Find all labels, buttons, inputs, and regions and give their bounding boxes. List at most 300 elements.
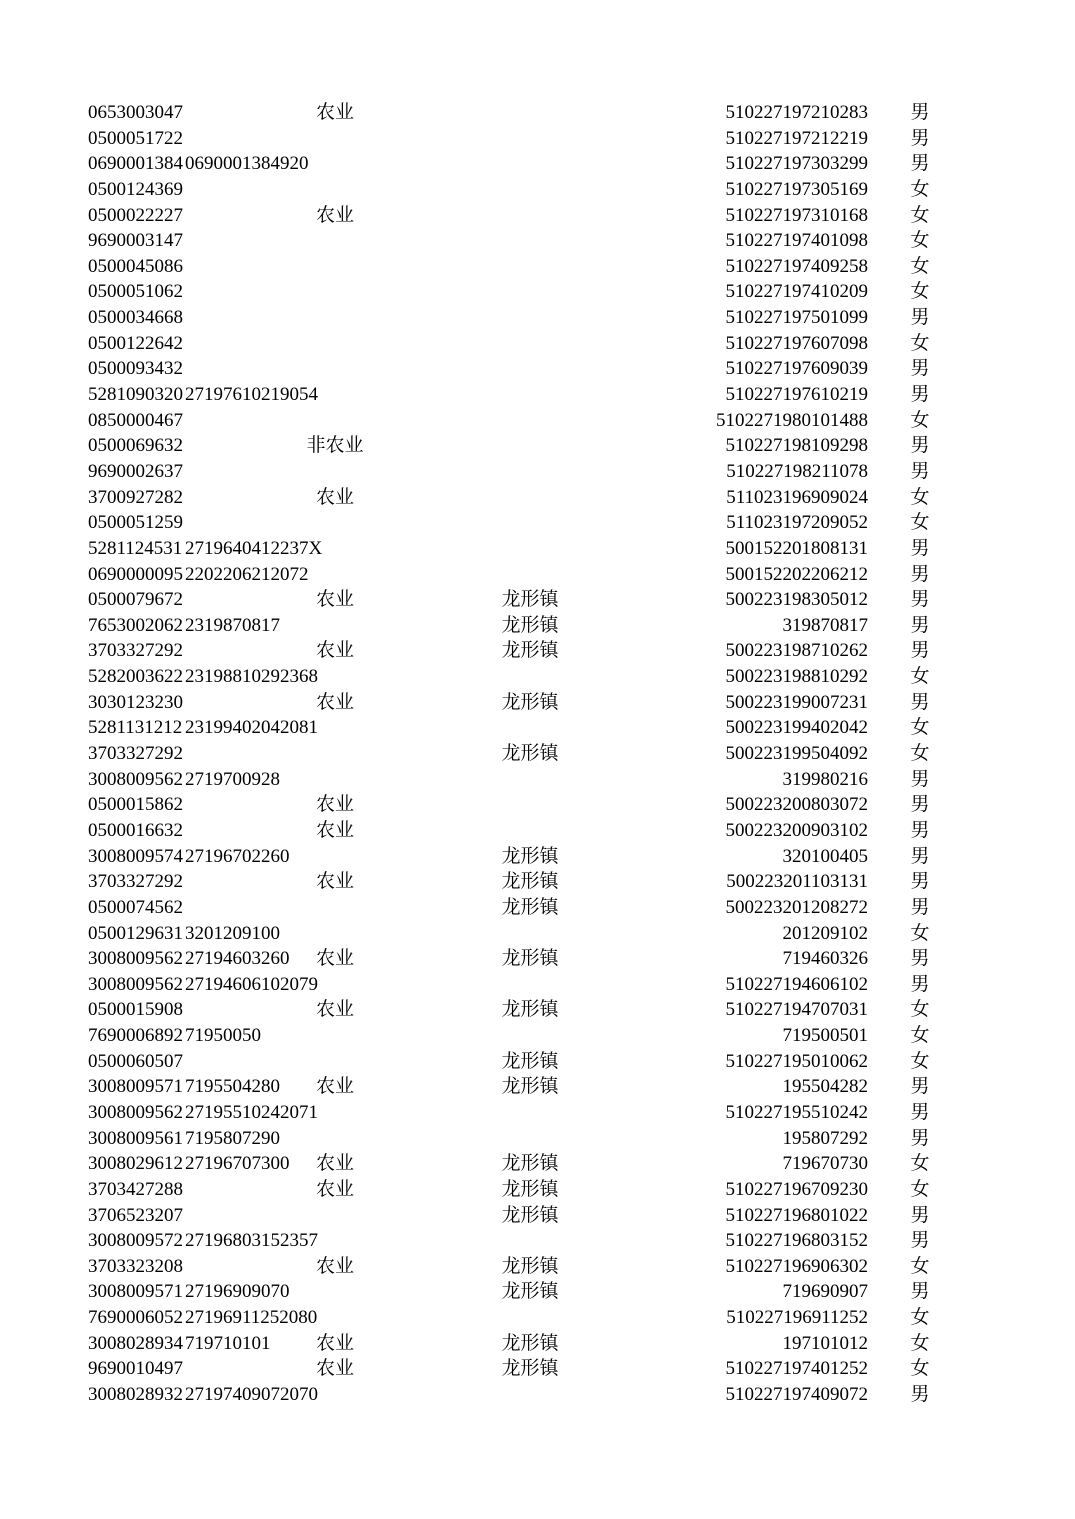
household-type-cell[interactable] — [300, 1049, 370, 1075]
record-number-cell[interactable]: 3703427288 — [88, 1178, 183, 1200]
record-number-cell[interactable]: 3703323208 — [88, 1255, 183, 1277]
gender-cell[interactable]: 男 — [910, 1281, 930, 1303]
record-number-cell[interactable]: 3030123230 — [88, 691, 183, 713]
record-number-cell[interactable]: 3008009562 — [88, 1101, 183, 1123]
record-number-cell[interactable]: 0500022227 — [88, 204, 183, 226]
gender-cell[interactable]: 男 — [910, 614, 930, 636]
gender-cell[interactable]: 男 — [910, 589, 930, 611]
id-number-cell[interactable]: 510227197409072 — [725, 1384, 868, 1406]
record-number-cell[interactable]: 0500034668 — [88, 307, 183, 329]
household-type-cell[interactable]: 农业 — [315, 1153, 354, 1175]
id-number-cell[interactable]: 500223199007231 — [725, 691, 868, 713]
id-number-cell[interactable]: 320100405 — [782, 845, 868, 867]
household-type-cell[interactable] — [300, 613, 370, 639]
household-type-cell[interactable] — [300, 305, 370, 331]
gender-cell[interactable]: 女 — [910, 486, 930, 508]
town-cell[interactable] — [490, 1228, 570, 1254]
id-overflow-cell[interactable]: 7195807290 — [185, 1127, 280, 1149]
id-number-cell[interactable]: 510227194606102 — [725, 973, 868, 995]
household-type-cell[interactable] — [300, 536, 370, 562]
gender-cell[interactable]: 女 — [910, 178, 930, 200]
gender-cell[interactable]: 男 — [910, 384, 930, 406]
record-number-cell[interactable]: 3008009562 — [88, 973, 183, 995]
gender-cell[interactable]: 男 — [910, 640, 930, 662]
household-type-cell[interactable]: 农业 — [315, 999, 354, 1021]
town-cell[interactable] — [490, 485, 570, 511]
id-number-cell[interactable]: 319980216 — [782, 768, 868, 790]
town-cell[interactable] — [490, 1382, 570, 1408]
household-type-cell[interactable] — [300, 715, 370, 741]
table-row — [0, 433, 1075, 459]
table-row — [0, 767, 1075, 793]
id-number-cell[interactable]: 510227197410209 — [725, 281, 868, 303]
household-type-cell[interactable] — [300, 279, 370, 305]
town-cell[interactable]: 龙形镇 — [501, 640, 559, 662]
gender-cell[interactable]: 女 — [910, 1255, 930, 1277]
record-number-cell[interactable]: 0500045086 — [88, 255, 183, 277]
id-overflow-cell[interactable]: 719710101 — [185, 1332, 271, 1354]
gender-cell[interactable]: 男 — [910, 435, 930, 457]
town-cell[interactable] — [490, 1305, 570, 1331]
record-number-cell[interactable]: 5282003622 — [88, 666, 183, 688]
record-number-cell[interactable]: 3008009574 — [88, 845, 183, 867]
household-type-cell[interactable]: 农业 — [315, 1178, 354, 1200]
household-type-cell[interactable]: 农业 — [315, 1255, 354, 1277]
town-cell[interactable]: 龙形镇 — [501, 614, 559, 636]
town-cell[interactable] — [490, 664, 570, 690]
gender-cell[interactable]: 男 — [910, 460, 930, 482]
record-number-cell[interactable]: 3703327292 — [88, 871, 183, 893]
gender-cell[interactable]: 男 — [910, 1127, 930, 1149]
id-overflow-cell[interactable]: 71950050 — [185, 1025, 261, 1047]
gender-cell[interactable]: 男 — [910, 307, 930, 329]
household-type-cell[interactable] — [300, 1279, 370, 1305]
id-number-cell[interactable]: 510227197401252 — [725, 1358, 868, 1380]
id-overflow-cell[interactable]: 27196909070 — [185, 1281, 290, 1303]
household-type-cell[interactable] — [300, 510, 370, 536]
household-type-cell[interactable] — [300, 767, 370, 793]
household-type-cell[interactable]: 农业 — [315, 819, 354, 841]
id-number-cell[interactable]: 500223198810292 — [725, 666, 868, 688]
gender-cell[interactable]: 男 — [910, 153, 930, 175]
record-number-cell[interactable]: 0500016632 — [88, 819, 183, 841]
gender-cell[interactable]: 男 — [910, 358, 930, 380]
table-row — [0, 1382, 1075, 1408]
record-number-cell[interactable]: 0653003047 — [88, 102, 183, 123]
household-type-cell[interactable]: 农业 — [315, 640, 354, 662]
table-row — [0, 638, 1075, 664]
id-number-cell[interactable]: 510227197607098 — [725, 332, 868, 354]
household-type-cell[interactable] — [300, 1382, 370, 1408]
id-number-cell[interactable]: 510227197212219 — [725, 127, 868, 149]
gender-cell[interactable]: 女 — [910, 204, 930, 226]
gender-cell[interactable]: 男 — [910, 768, 930, 790]
town-cell[interactable] — [490, 1100, 570, 1126]
household-type-cell[interactable] — [300, 459, 370, 485]
gender-cell[interactable]: 女 — [910, 1358, 930, 1380]
table-row — [0, 1049, 1075, 1075]
town-cell[interactable]: 龙形镇 — [501, 1153, 559, 1175]
table-row — [0, 997, 1075, 1023]
town-cell[interactable] — [490, 562, 570, 588]
town-cell[interactable] — [490, 331, 570, 357]
town-cell[interactable]: 龙形镇 — [501, 691, 559, 713]
record-number-cell[interactable]: 0500079672 — [88, 589, 183, 611]
table-row — [0, 1074, 1075, 1100]
household-type-cell[interactable] — [300, 562, 370, 588]
household-type-cell[interactable] — [300, 382, 370, 408]
gender-cell[interactable]: 男 — [910, 871, 930, 893]
town-cell[interactable]: 龙形镇 — [501, 845, 559, 867]
id-overflow-cell[interactable]: 27196702260 — [185, 845, 290, 867]
town-cell[interactable]: 龙形镇 — [501, 1358, 559, 1380]
gender-cell[interactable]: 女 — [910, 666, 930, 688]
household-type-cell[interactable] — [300, 1100, 370, 1126]
gender-cell[interactable]: 男 — [910, 948, 930, 970]
record-number-cell[interactable]: 3008009571 — [88, 1281, 183, 1303]
id-overflow-cell[interactable]: 3201209100 — [185, 922, 280, 944]
id-number-cell[interactable]: 500223199504092 — [725, 743, 868, 765]
town-cell[interactable] — [490, 126, 570, 152]
household-type-cell[interactable] — [300, 1305, 370, 1331]
record-number-cell[interactable]: 0500093432 — [88, 358, 183, 380]
gender-cell[interactable]: 女 — [910, 1307, 930, 1329]
town-cell[interactable]: 龙形镇 — [501, 1204, 559, 1226]
id-number-cell[interactable]: 500152202206212 — [725, 563, 868, 585]
id-number-cell[interactable]: 510227197210283 — [725, 102, 868, 123]
id-number-cell[interactable]: 510227194707031 — [725, 999, 868, 1021]
table-row — [0, 844, 1075, 870]
id-number-cell[interactable]: 510227196801022 — [725, 1204, 868, 1226]
table-row — [0, 1203, 1075, 1229]
town-cell[interactable]: 龙形镇 — [501, 1332, 559, 1354]
record-number-cell[interactable]: 3703327292 — [88, 640, 183, 662]
gender-cell[interactable]: 男 — [910, 691, 930, 713]
household-type-cell[interactable] — [300, 972, 370, 998]
id-number-cell[interactable]: 500223199402042 — [725, 717, 868, 739]
id-number-cell[interactable]: 510227197610219 — [725, 384, 868, 406]
record-number-cell[interactable]: 7690006052 — [88, 1307, 183, 1329]
town-cell[interactable]: 龙形镇 — [501, 1050, 559, 1072]
gender-cell[interactable]: 女 — [910, 1332, 930, 1354]
household-type-cell[interactable] — [300, 254, 370, 280]
id-number-cell[interactable]: 510227197303299 — [725, 153, 868, 175]
id-number-cell[interactable]: 719500501 — [782, 1025, 868, 1047]
household-type-cell[interactable]: 农业 — [315, 1332, 354, 1354]
record-number-cell[interactable]: 0500060507 — [88, 1050, 183, 1072]
table-row — [0, 536, 1075, 562]
household-type-cell[interactable]: 农业 — [315, 589, 354, 611]
household-type-cell[interactable] — [300, 356, 370, 382]
id-overflow-cell[interactable]: 2202206212072 — [185, 563, 309, 585]
town-cell[interactable] — [490, 715, 570, 741]
town-cell[interactable]: 龙形镇 — [501, 1178, 559, 1200]
household-type-cell[interactable]: 非农业 — [306, 435, 364, 457]
id-overflow-cell[interactable]: 23198810292368 — [185, 666, 318, 688]
gender-cell[interactable]: 男 — [910, 1204, 930, 1226]
table-row — [0, 151, 1075, 177]
record-number-cell[interactable]: 0690001384 — [88, 153, 183, 175]
record-number-cell[interactable]: 5281124531 — [88, 537, 183, 559]
gender-cell[interactable]: 男 — [910, 127, 930, 149]
id-number-cell[interactable]: 500223201208272 — [725, 896, 868, 918]
town-cell[interactable]: 龙形镇 — [501, 999, 559, 1021]
gender-cell[interactable]: 男 — [910, 102, 930, 123]
id-number-cell[interactable]: 719690907 — [782, 1281, 868, 1303]
record-number-cell[interactable]: 3008009562 — [88, 948, 183, 970]
record-number-cell[interactable]: 3008009562 — [88, 768, 183, 790]
record-number-cell[interactable]: 3008029612 — [88, 1153, 183, 1175]
gender-cell[interactable]: 男 — [910, 819, 930, 841]
record-number-cell[interactable]: 7690006892 — [88, 1025, 183, 1047]
town-cell[interactable] — [490, 1023, 570, 1049]
household-type-cell[interactable]: 农业 — [315, 691, 354, 713]
town-cell[interactable] — [490, 356, 570, 382]
gender-cell[interactable]: 女 — [910, 409, 930, 431]
gender-cell[interactable]: 女 — [910, 1050, 930, 1072]
id-number-cell[interactable]: 500223200803072 — [725, 794, 868, 816]
id-overflow-cell[interactable]: 27197409072070 — [185, 1384, 318, 1406]
id-overflow-cell[interactable]: 27196707300 — [185, 1153, 290, 1175]
household-type-cell[interactable]: 农业 — [315, 1076, 354, 1098]
table-row — [0, 869, 1075, 895]
household-type-cell[interactable]: 农业 — [315, 486, 354, 508]
town-cell[interactable] — [490, 100, 570, 126]
record-number-cell[interactable]: 7653002062 — [88, 614, 183, 636]
gender-cell[interactable]: 女 — [910, 1025, 930, 1047]
town-cell[interactable]: 龙形镇 — [501, 896, 559, 918]
record-number-cell[interactable]: 0500074562 — [88, 896, 183, 918]
record-number-cell[interactable]: 3008028932 — [88, 1384, 183, 1406]
id-number-cell[interactable]: 510227198211078 — [726, 460, 868, 482]
id-number-cell[interactable]: 5102271980101488 — [716, 409, 868, 431]
town-cell[interactable] — [490, 536, 570, 562]
town-cell[interactable] — [490, 972, 570, 998]
household-type-cell[interactable]: 农业 — [315, 871, 354, 893]
id-overflow-cell[interactable]: 2719700928 — [185, 768, 280, 790]
household-type-cell[interactable]: 农业 — [315, 948, 354, 970]
record-number-cell[interactable]: 9690010497 — [88, 1358, 183, 1380]
id-number-cell[interactable]: 510227195010062 — [725, 1050, 868, 1072]
record-number-cell[interactable]: 0500129631 — [88, 922, 183, 944]
town-cell[interactable]: 龙形镇 — [501, 589, 559, 611]
id-overflow-cell[interactable]: 23199402042081 — [185, 717, 318, 739]
town-cell[interactable]: 龙形镇 — [501, 1076, 559, 1098]
table-row — [0, 305, 1075, 331]
id-number-cell[interactable]: 510227197401098 — [725, 230, 868, 252]
record-number-cell[interactable]: 0500051062 — [88, 281, 183, 303]
town-cell[interactable]: 龙形镇 — [501, 871, 559, 893]
id-number-cell[interactable]: 510227198109298 — [725, 435, 868, 457]
id-number-cell[interactable]: 510227197305169 — [725, 178, 868, 200]
record-number-cell[interactable]: 0500015862 — [88, 794, 183, 816]
town-cell[interactable] — [490, 818, 570, 844]
id-overflow-cell[interactable]: 0690001384920 — [185, 153, 309, 175]
household-type-cell[interactable] — [300, 895, 370, 921]
gender-cell[interactable]: 女 — [910, 1178, 930, 1200]
id-number-cell[interactable]: 500223198710262 — [725, 640, 868, 662]
id-number-cell[interactable]: 510227197501099 — [725, 307, 868, 329]
table-row — [0, 818, 1075, 844]
household-type-cell[interactable] — [300, 177, 370, 203]
gender-cell[interactable]: 女 — [910, 1153, 930, 1175]
household-type-cell[interactable] — [300, 741, 370, 767]
id-number-cell[interactable]: 197101012 — [782, 1332, 868, 1354]
household-type-cell[interactable]: 农业 — [315, 102, 354, 123]
record-number-cell[interactable]: 0850000467 — [88, 409, 183, 431]
gender-cell[interactable]: 男 — [910, 563, 930, 585]
record-number-cell[interactable]: 0500051259 — [88, 512, 183, 534]
town-cell[interactable] — [490, 921, 570, 947]
household-type-cell[interactable] — [300, 408, 370, 434]
record-number-cell[interactable]: 3008009561 — [88, 1127, 183, 1149]
gender-cell[interactable]: 女 — [910, 230, 930, 252]
record-number-cell[interactable]: 5281090320 — [88, 384, 183, 406]
gender-cell[interactable]: 男 — [910, 794, 930, 816]
gender-cell[interactable]: 女 — [910, 717, 930, 739]
town-cell[interactable] — [490, 305, 570, 331]
id-number-cell[interactable]: 511023196909024 — [726, 486, 868, 508]
gender-cell[interactable]: 女 — [910, 255, 930, 277]
table-row — [0, 587, 1075, 613]
id-overflow-cell[interactable]: 2719761021905​4 — [185, 384, 318, 406]
id-number-cell[interactable]: 719670730 — [782, 1153, 868, 1175]
record-number-cell[interactable]: 3700927282 — [88, 486, 183, 508]
id-overflow-cell[interactable]: 2719640412237X — [185, 537, 323, 559]
record-number-cell[interactable]: 9690003147 — [88, 230, 183, 252]
household-type-cell[interactable]: 农业 — [315, 204, 354, 226]
gender-cell[interactable]: 男 — [910, 1076, 930, 1098]
town-cell[interactable] — [490, 792, 570, 818]
id-number-cell[interactable]: 510227197310168 — [725, 204, 868, 226]
record-number-cell[interactable]: 9690002637 — [88, 460, 183, 482]
record-number-cell[interactable]: 3008009571 — [88, 1076, 183, 1098]
household-type-cell[interactable]: 农业 — [315, 794, 354, 816]
town-cell[interactable] — [490, 767, 570, 793]
id-number-cell[interactable]: 201209102 — [782, 922, 868, 944]
gender-cell[interactable]: 男 — [910, 896, 930, 918]
record-number-cell[interactable]: 0500051722 — [88, 127, 183, 149]
town-cell[interactable]: 龙形镇 — [501, 948, 559, 970]
id-number-cell[interactable]: 195807292 — [782, 1127, 868, 1149]
id-number-cell[interactable]: 500223201103131 — [726, 871, 868, 893]
record-number-cell[interactable]: 0500069632 — [88, 435, 183, 457]
id-number-cell[interactable]: 719460326 — [782, 948, 868, 970]
table-row — [0, 946, 1075, 972]
table-row — [0, 664, 1075, 690]
town-cell[interactable] — [490, 254, 570, 280]
town-cell[interactable]: 龙形镇 — [501, 1281, 559, 1303]
household-type-cell[interactable]: 农业 — [315, 1358, 354, 1380]
id-number-cell[interactable]: 511023197209052 — [726, 512, 868, 534]
town-cell[interactable] — [490, 1126, 570, 1152]
table-row — [0, 459, 1075, 485]
town-cell[interactable] — [490, 151, 570, 177]
record-number-cell[interactable]: 0500122642 — [88, 332, 183, 354]
id-number-cell[interactable]: 319870817 — [782, 614, 868, 636]
id-number-cell[interactable]: 510227197409258 — [725, 255, 868, 277]
town-cell[interactable] — [490, 433, 570, 459]
table-row — [0, 741, 1075, 767]
record-number-cell[interactable]: 3706523207 — [88, 1204, 183, 1226]
household-type-cell[interactable] — [300, 126, 370, 152]
id-number-cell[interactable]: 500223200903102 — [725, 819, 868, 841]
household-type-cell[interactable] — [300, 1126, 370, 1152]
town-cell[interactable] — [490, 382, 570, 408]
id-overflow-cell[interactable]: 27196911252080 — [185, 1307, 318, 1329]
record-number-cell[interactable]: 0500124369 — [88, 178, 183, 200]
id-number-cell[interactable]: 500223198305012 — [725, 589, 868, 611]
gender-cell[interactable]: 男 — [910, 973, 930, 995]
household-type-cell[interactable] — [300, 1023, 370, 1049]
town-cell[interactable]: 龙形镇 — [501, 743, 559, 765]
record-number-cell[interactable]: 5281131212 — [88, 717, 183, 739]
gender-cell[interactable]: 女 — [910, 999, 930, 1021]
id-overflow-cell[interactable]: 7195504280 — [185, 1076, 280, 1098]
gender-cell[interactable]: 女 — [910, 743, 930, 765]
town-cell[interactable] — [490, 228, 570, 254]
gender-cell[interactable]: 男 — [910, 1230, 930, 1252]
town-cell[interactable] — [490, 510, 570, 536]
record-number-cell[interactable]: 0500015908 — [88, 999, 183, 1021]
household-type-cell[interactable] — [300, 151, 370, 177]
record-number-cell[interactable]: 3008009572 — [88, 1230, 183, 1252]
record-number-cell[interactable]: 3703327292 — [88, 743, 183, 765]
household-type-cell[interactable] — [300, 331, 370, 357]
id-number-cell[interactable]: 510227197609039 — [725, 358, 868, 380]
household-type-cell[interactable] — [300, 228, 370, 254]
id-overflow-cell[interactable]: 27194603260 — [185, 948, 290, 970]
table-row — [0, 177, 1075, 203]
record-number-cell[interactable]: 0690000095 — [88, 563, 183, 585]
id-number-cell[interactable]: 195504282 — [782, 1076, 868, 1098]
table-row — [0, 1023, 1075, 1049]
household-type-cell[interactable] — [300, 664, 370, 690]
table-row — [0, 331, 1075, 357]
household-type-cell[interactable] — [300, 921, 370, 947]
gender-cell[interactable]: 女 — [910, 512, 930, 534]
id-number-cell[interactable]: 500152201808131 — [725, 537, 868, 559]
town-cell[interactable]: 龙形镇 — [501, 1255, 559, 1277]
town-cell[interactable] — [490, 408, 570, 434]
gender-cell[interactable]: 男 — [910, 537, 930, 559]
town-cell[interactable] — [490, 177, 570, 203]
id-overflow-cell[interactable]: 27194606102079 — [185, 973, 318, 995]
record-number-cell[interactable]: 3008028934 — [88, 1332, 183, 1354]
town-cell[interactable] — [490, 203, 570, 229]
gender-cell[interactable]: 男 — [910, 1101, 930, 1123]
gender-cell[interactable]: 女 — [910, 922, 930, 944]
id-number-cell[interactable]: 510227196803152 — [725, 1230, 868, 1252]
id-number-cell[interactable]: 510227195510242 — [725, 1101, 868, 1123]
table-row — [0, 972, 1075, 998]
gender-cell[interactable]: 女 — [910, 332, 930, 354]
gender-cell[interactable]: 女 — [910, 281, 930, 303]
household-type-cell[interactable] — [300, 1228, 370, 1254]
household-type-cell[interactable] — [300, 1203, 370, 1229]
id-overflow-cell[interactable]: 27195510242071 — [185, 1101, 318, 1123]
town-cell[interactable] — [490, 459, 570, 485]
household-type-cell[interactable] — [300, 844, 370, 870]
town-cell[interactable] — [490, 279, 570, 305]
id-overflow-cell[interactable]: 27196803152357 — [185, 1230, 318, 1252]
gender-cell[interactable]: 男 — [910, 845, 930, 867]
id-overflow-cell[interactable]: 2319870817 — [185, 614, 280, 636]
id-number-cell[interactable]: 510227196911252 — [726, 1307, 868, 1329]
id-number-cell[interactable]: 510227196906302 — [725, 1255, 868, 1277]
gender-cell[interactable]: 男 — [910, 1384, 930, 1406]
id-number-cell[interactable]: 510227196709230 — [725, 1178, 868, 1200]
